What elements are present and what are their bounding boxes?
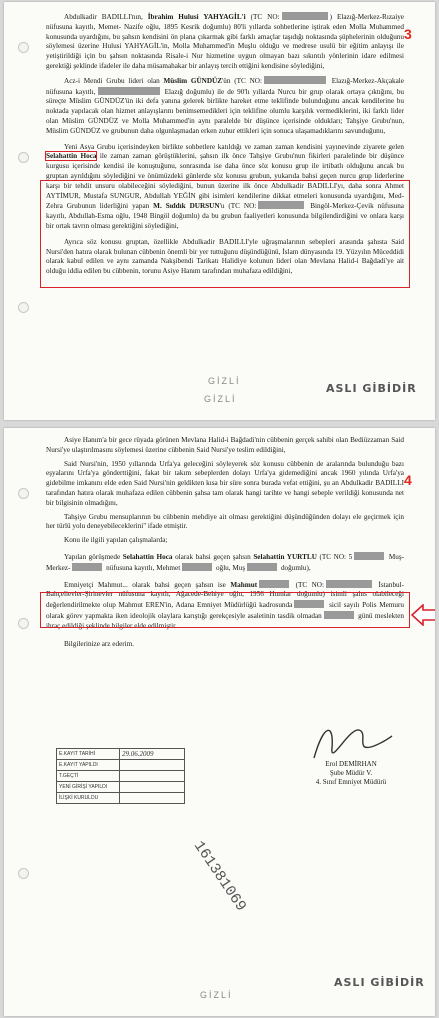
gizli-stamp: GİZLİ — [208, 376, 241, 386]
highlight-name: Selahattin Hoca — [46, 152, 97, 161]
paragraph: Said Nursi'nin, 1950 yıllarında Urfa'ya geleceğini söyleyerek söz konusu cübbenin de aralarında bulunduğu bazı eşyalarını Urfa'ya gönderttiğini, fakat bir takım sebeplerden dolayı Urfa'ya gidemediğini ancak 1960 yılında Urfa'ya gidebilme imkanını elde eden Said Nursi'nin geldikten kısa bir süre sonra burada vefat ettiğini, şu an Abdulkadir BADILLI tarafından hatıra olarak muhafaza edilen cübbenin şahsa tam olarak hangi tarihte ve hangi sebeple verildiği konusunda net bir bilgisinin olmadığını, — [46, 459, 404, 507]
page-number: 4 — [404, 472, 412, 488]
paragraph-highlighted: Yapılan görüşmede Selahattin Hoca olarak bahsi geçen şahsın Selahattin YURTLU (TC NO: 5 Muş-Merkez- nüfusuna kayıtlı, Mehmet oğlu, Muş doğumlu), — [46, 552, 405, 572]
registry-value — [120, 782, 185, 793]
registry-value — [120, 760, 185, 771]
registry-table — [56, 748, 185, 804]
page-number: 3 — [404, 26, 412, 42]
asli-gibidir-stamp: ASLI GİBİDİR — [334, 976, 425, 989]
registry-label: E.KAYIT YAPILDI — [57, 760, 120, 771]
registry-label: İLİŞKİ KURULDU — [57, 793, 120, 804]
registry-value — [120, 771, 185, 782]
punch-hole — [18, 302, 29, 313]
redaction-bar — [294, 600, 324, 608]
redaction-bar — [182, 563, 212, 571]
registry-label: E.KAYIT TARİHİ — [57, 749, 120, 760]
redaction-bar — [324, 611, 354, 619]
document-page-4 — [4, 428, 435, 1016]
paragraph: Acz-i Mendi Grubu lideri olan Müslim GÜNDÜZ'ün (TC NO: Elazığ-Merkez-Akçakale nüfusuna kayıtlı, Elazığ doğumlu) ile de 90'lı yıllarda Nurcu bir grup olarak ortaya çıktığını, bu süreçte Müslim GÜNDÜZ'ün iki defa yanına gelerek birlikte hareket etme teklifinde bulunduğunu ancak kendilerine bu noktada yapılacak olan hizmet anlayışlarını benimsemedikleri için teklifine olumlu karşılık vermediklerini, iki farklı lider olan Müslim GÜNDÜZ ve Molla Muhammed'in aynı paralelde bir düşünce içerisinde oldukları; Tahşiye Grubu'nun, Müslim GÜNDÜZ ve grubunun daha olgunlaşmadan erken zuhur ettikleri için sonuca ulaşamadıklarını savunduğunu, — [46, 76, 405, 135]
redaction-bar — [72, 563, 102, 571]
registry-value: 29.06.2009 — [120, 749, 185, 760]
registry-row — [57, 749, 185, 760]
punch-hole — [18, 868, 29, 879]
redaction-bar — [326, 580, 372, 588]
signer-name: Erol DEMİRHAN — [325, 760, 377, 768]
paragraph: Ayrıca söz konusu gruptan, özellikle Abdulkadir BADILLI'yle uğraşmalarının sebepleri arasında şahısta Said Nursi'den hatıra olarak bulunan cübbenin önemli bir yer tuttuğunu düşündüğünü, İslam dünyasında 19. Yüzyılın Müceddidi olarak kabul edilen ve aynı zamanda Nakşibendi Tarikatı Halidiye kolunun lideri olan Mevlana Halid-i Bağdadi'ye ait olduğu iddia edilen bu cübbenin, torunu Asiye Hanım tarafından muhafaza edildiğini, — [46, 237, 404, 276]
punch-hole — [18, 488, 29, 499]
paragraph: Asiye Hanım'a bir gece rüyada görünen Mevlana Halid-i Bağdadi'nin cübbenin gerçek sahibi olan Bediüzzaman Said Nursi'ye ulaştırılmasını söylemesi üzerine cübbenin Said Nursi'ye teslim edildiğini, — [46, 436, 404, 454]
registry-label: T.GEÇTİ — [57, 771, 120, 782]
registry-row — [57, 782, 185, 793]
punch-hole — [18, 618, 29, 629]
redaction-bar — [259, 580, 289, 588]
paragraph-highlighted: Yeni Asya Grubu içerisindeyken birlikte sohbetlere katıldığı ve zaman zaman kendisini yayınevinde ziyarete gelen Selahattin Hoca ile zaman zaman görüştüklerini, şahsın ilk önce Tahşiye Grubu'nun fikirleri paralelinde bir düşünce kurgusu içerisinde kendisi ile konuştuğunu, sonrasında ise daha önce söz konusu grup ile irtibatlı olduğunu ancak bu gruptan ayrıldığını söylediğini ve önümüzdeki günlerde söz konusu grubun, yukarıda bahsi geçen nurcu grup liderlerine karşı bir tehdit unsuru olabileceğini söylediğini, bunun üzerine ilk önce Abdulkadir BADILLI'yı, daha sonra Ahmet AYTİMUR, Mustafa SUNGUR, Abdullah YEĞİN gibi isimleri kendilerine dikkat etmeleri konusunda uyardığını, Med-Zehra Grubunun liderliğini yapan M. Sıddık DURSUN'u (TC NO: Bingöl-Merkez-Çevik nüfusuna kayıtlı, Abdullah-Esma oğlu, 1948 Bingöl doğumlu) da bu grubun faaliyetleri konusunda bilgilendirdiğini ve onlara karşı bir ortak tavrın olması gerektiğini söylediğini, — [46, 142, 405, 230]
paragraph: Konu ile ilgili yapılan çalışmalarda; — [64, 536, 168, 545]
registry-row — [57, 760, 185, 771]
signature-block — [296, 760, 406, 787]
gizli-stamp: GİZLİ — [200, 990, 233, 1000]
redaction-bar — [282, 12, 328, 20]
paragraph: Bilgilerinize arz ederim. — [64, 639, 135, 648]
punch-hole — [18, 152, 29, 163]
page3-body — [46, 12, 404, 281]
document-page-3 — [4, 2, 435, 420]
registry-row — [57, 771, 185, 782]
page4-body — [46, 436, 404, 653]
signer-unit: 4. Sınıf Emniyet Müdürü — [315, 778, 387, 786]
pointer-arrow-icon — [411, 604, 435, 626]
redaction-bar — [258, 201, 304, 209]
signer-title: Şube Müdür V. — [329, 769, 373, 777]
registry-label: YENİ GİRİŞİ YAPILDI — [57, 782, 120, 793]
redaction-bar — [247, 563, 277, 571]
asli-gibidir-stamp: ASLI GİBİDİR — [326, 382, 417, 395]
redaction-bar — [264, 76, 326, 84]
gizli-stamp: GİZLİ — [204, 394, 237, 404]
registry-row — [57, 793, 185, 804]
punch-hole — [18, 42, 29, 53]
redaction-bar — [354, 552, 384, 560]
registry-value — [120, 793, 185, 804]
paragraph: Abdulkadir BADILLI'nın, İbrahim Hulusi YAHYAGİL'i (TC NO: ) Elazığ-Merkez-Rızaiye nüfusuna kayıtlı, Memet- Nazife oğlu, 1895 Kesrik doğumlu) 80'li yıllarda sohbetlerine iştirak eden Molla Muhammed konusunda uyardığını, bu şahsın kendisini ön plana çıkarmak gibi farklı amaçlar taşıdığı noktasında şüphelerinin olduğunu söylemesi üzerine Hulusi YAHYAGİL'in, Molla Muhammed'in Muşlu olduğu ve medrese usulü bir eğitim anlayışı ile yetiştirildiği için bu şahsın noktasında Risale-i Nur hizmetine uygun olmayan bazı sıkıntılı yönlerinin idare edilmesi gerektiği şeklinde ifadeler ile daha müsamahakar bir anlayış tercih ettiğini kendisine söylediğini, — [46, 13, 404, 70]
paragraph: Emniyetçi Mahmut... olarak bahsi geçen şahsın ise Mahmut (TC NO: İstanbul-Bahçelievler-Şirinevler nüfusuna kayıtlı, Ağacede-Behiye oğlu, 1956 Humlar doğumlu) isimli şahıs olabileceği değerlendirilmekte olup Mahmut EREN'in, Adana Emniyet Müdürlüğü kadrosunda sicil sayılı Polis Memuru olarak görev yapmakta iken ideolojik olaylara karıştığı gerekçesiyle asaletinin tasdik olmadan günü meslekten ihraç edildiği şeklinde bilgiler elde edilmiştir. — [46, 580, 405, 630]
paragraph: Tahşiye Grubu mensuplarının bu cübbenin mehdiye ait olması gerektiğini düşündüğünden dolayı ele geçirmek için her türlü yolu deneyebileceklerini" ifade etmiştir. — [46, 512, 404, 531]
diagonal-document-number: 161381069 — [189, 838, 250, 915]
redaction-bar — [98, 87, 160, 95]
